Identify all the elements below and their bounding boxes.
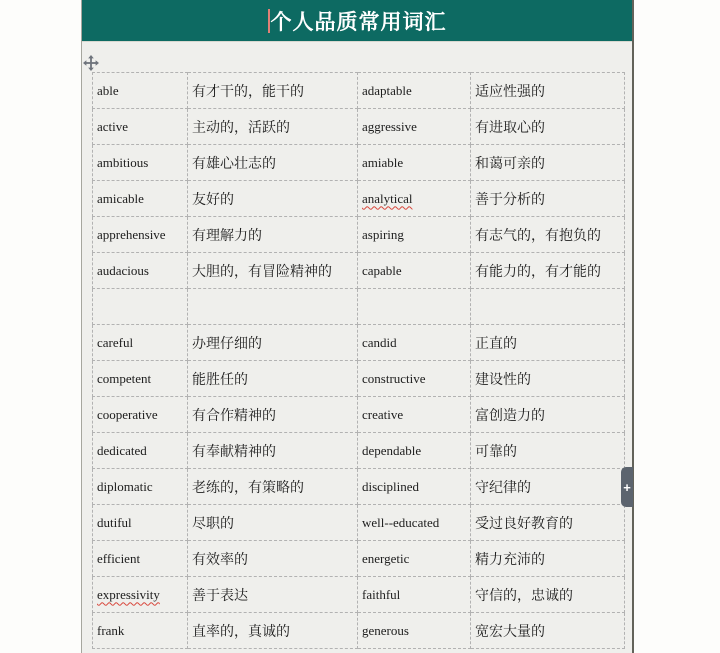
table-row — [93, 217, 625, 253]
table-row — [93, 145, 625, 181]
cell-text: capable — [362, 262, 402, 278]
word-cell-en[interactable] — [93, 289, 188, 325]
document-title-bar[interactable] — [82, 0, 632, 42]
cell-text: generous — [362, 622, 409, 638]
meaning-cell-zh[interactable] — [471, 577, 625, 613]
cell-text: 有合作精神的 — [192, 408, 276, 424]
cell-text: efficient — [97, 550, 141, 566]
table-row — [93, 289, 625, 325]
cell-text: 能胜任的 — [192, 372, 248, 388]
table-row — [93, 433, 625, 469]
word-cell-en[interactable] — [358, 253, 471, 289]
meaning-cell-zh[interactable] — [188, 469, 358, 505]
cell-text: frank — [97, 622, 125, 638]
cell-text: dutiful — [97, 514, 132, 530]
cell-text: 和蔼可亲的 — [475, 156, 545, 172]
cell-text: audacious — [97, 262, 149, 278]
meaning-cell-zh[interactable] — [188, 361, 358, 397]
cell-text: dependable — [362, 442, 422, 458]
cell-text: 守纪律的 — [475, 480, 531, 496]
cell-text: analytical — [362, 190, 413, 206]
meaning-cell-zh[interactable] — [471, 541, 625, 577]
cell-text: ambitious — [97, 154, 149, 170]
word-cell-en[interactable] — [358, 109, 471, 145]
meaning-cell-zh[interactable] — [188, 613, 358, 649]
meaning-cell-zh[interactable] — [471, 361, 625, 397]
word-cell-en[interactable] — [358, 469, 471, 505]
vocabulary-table — [92, 72, 625, 649]
cell-text: 富创造力的 — [475, 408, 545, 424]
meaning-cell-zh[interactable] — [471, 397, 625, 433]
cell-text: dedicated — [97, 442, 147, 458]
cell-text: able — [97, 82, 119, 98]
cell-text: 建设性的 — [475, 372, 531, 388]
cell-text: 有奉献精神的 — [192, 444, 276, 460]
cell-text: 尽职的 — [192, 516, 234, 532]
cell-text: 可靠的 — [475, 444, 517, 460]
cell-text: careful — [97, 334, 134, 350]
meaning-cell-zh[interactable] — [188, 145, 358, 181]
plus-icon: + — [623, 479, 631, 495]
word-cell-en[interactable] — [93, 361, 188, 397]
table-row — [93, 361, 625, 397]
cell-text: 有雄心壮志的 — [192, 156, 276, 172]
table-row — [93, 541, 625, 577]
meaning-cell-zh[interactable] — [188, 397, 358, 433]
table-move-handle-icon[interactable] — [83, 55, 99, 71]
table-row — [93, 73, 625, 109]
add-button[interactable] — [621, 467, 633, 507]
cell-text: 主动的，活跃的 — [192, 120, 290, 136]
cell-text: amiable — [362, 154, 404, 170]
cell-text: competent — [97, 370, 152, 386]
word-cell-en[interactable] — [358, 145, 471, 181]
word-cell-en[interactable] — [93, 217, 188, 253]
table-row — [93, 325, 625, 361]
word-cell-en[interactable] — [358, 541, 471, 577]
cell-text: adaptable — [362, 82, 412, 98]
cell-text: well--educated — [362, 514, 440, 530]
word-cell-en[interactable] — [93, 253, 188, 289]
word-cell-en[interactable] — [93, 541, 188, 577]
word-cell-en[interactable] — [358, 217, 471, 253]
meaning-cell-zh[interactable] — [471, 505, 625, 541]
meaning-cell-zh[interactable] — [188, 325, 358, 361]
cell-text: expressivity — [97, 586, 160, 602]
word-cell-en[interactable] — [93, 109, 188, 145]
meaning-cell-zh[interactable] — [471, 325, 625, 361]
cell-text: 善于表达 — [192, 588, 248, 604]
cell-text: 有志气的，有抱负的 — [475, 228, 601, 244]
cell-text: 有效率的 — [192, 552, 248, 568]
cell-text: 正直的 — [475, 336, 517, 352]
word-cell-en[interactable] — [358, 181, 471, 217]
cell-text: 有进取心的 — [475, 120, 545, 136]
text-cursor — [268, 9, 270, 33]
word-cell-en[interactable] — [358, 613, 471, 649]
table-row — [93, 577, 625, 613]
meaning-cell-zh[interactable] — [471, 613, 625, 649]
cell-text: 老练的，有策略的 — [192, 480, 304, 496]
table-row — [93, 109, 625, 145]
word-cell-en[interactable] — [358, 397, 471, 433]
meaning-cell-zh[interactable] — [471, 469, 625, 505]
word-cell-en[interactable] — [93, 469, 188, 505]
meaning-cell-zh[interactable] — [471, 289, 625, 325]
meaning-cell-zh[interactable] — [471, 109, 625, 145]
word-cell-en[interactable] — [358, 505, 471, 541]
cell-text: energetic — [362, 550, 410, 566]
meaning-cell-zh[interactable] — [471, 73, 625, 109]
cell-text: 守信的，忠诚的 — [475, 588, 573, 604]
cell-text: 有才干的，能干的 — [192, 84, 304, 100]
cell-text: disciplined — [362, 478, 420, 494]
cell-text: apprehensive — [97, 226, 166, 242]
cell-text: 办理仔细的 — [192, 336, 262, 352]
word-cell-en[interactable] — [93, 397, 188, 433]
cell-text: constructive — [362, 370, 426, 386]
word-cell-en[interactable] — [93, 613, 188, 649]
cell-text: 大胆的，有冒险精神的 — [192, 264, 332, 280]
meaning-cell-zh[interactable] — [188, 181, 358, 217]
cell-text: aspiring — [362, 226, 404, 242]
word-cell-en[interactable] — [358, 361, 471, 397]
move-cross-icon — [83, 55, 99, 71]
meaning-cell-zh[interactable] — [188, 289, 358, 325]
cell-text: 有理解力的 — [192, 228, 262, 244]
word-cell-en[interactable] — [93, 145, 188, 181]
meaning-cell-zh[interactable] — [471, 145, 625, 181]
cell-text: amicable — [97, 190, 144, 206]
cell-text: candid — [362, 334, 397, 350]
meaning-cell-zh[interactable] — [188, 505, 358, 541]
meaning-cell-zh[interactable] — [188, 541, 358, 577]
cell-text: 受过良好教育的 — [475, 516, 573, 532]
word-cell-en[interactable] — [358, 289, 471, 325]
word-cell-en[interactable] — [93, 325, 188, 361]
table-row — [93, 253, 625, 289]
word-cell-en[interactable] — [93, 505, 188, 541]
word-cell-en[interactable] — [93, 433, 188, 469]
meaning-cell-zh[interactable] — [188, 433, 358, 469]
page-content — [82, 42, 632, 653]
table-row — [93, 505, 625, 541]
word-cell-en[interactable] — [358, 73, 471, 109]
word-cell-en[interactable] — [93, 73, 188, 109]
word-cell-en[interactable] — [358, 577, 471, 613]
meaning-cell-zh[interactable] — [188, 577, 358, 613]
table-row — [93, 397, 625, 433]
cell-text: aggressive — [362, 118, 417, 134]
cell-text: 宽宏大量的 — [475, 624, 545, 640]
word-cell-en[interactable] — [358, 433, 471, 469]
meaning-cell-zh[interactable] — [188, 253, 358, 289]
cell-text: cooperative — [97, 406, 158, 422]
cell-text: 精力充沛的 — [475, 552, 545, 568]
cell-text: 有能力的，有才能的 — [475, 264, 601, 280]
meaning-cell-zh[interactable] — [188, 73, 358, 109]
cell-text: active — [97, 118, 129, 134]
cell-text: creative — [362, 406, 404, 422]
page-title: 个人品质常用词汇 — [270, 9, 447, 34]
cell-text: diplomatic — [97, 478, 153, 494]
meaning-cell-zh[interactable] — [471, 217, 625, 253]
meaning-cell-zh[interactable] — [471, 433, 625, 469]
word-cell-en[interactable] — [93, 181, 188, 217]
table-row — [93, 613, 625, 649]
cell-text: 适应性强的 — [475, 84, 545, 100]
document-page — [81, 0, 634, 653]
word-cell-en[interactable] — [93, 577, 188, 613]
table-row — [93, 469, 625, 505]
table-row — [93, 181, 625, 217]
meaning-cell-zh[interactable] — [471, 181, 625, 217]
meaning-cell-zh[interactable] — [188, 217, 358, 253]
meaning-cell-zh[interactable] — [471, 253, 625, 289]
cell-text: 善于分析的 — [475, 192, 545, 208]
word-cell-en[interactable] — [358, 325, 471, 361]
cell-text: 直率的，真诚的 — [192, 624, 290, 640]
cell-text: faithful — [362, 586, 401, 602]
cell-text: 友好的 — [192, 192, 234, 208]
meaning-cell-zh[interactable] — [188, 109, 358, 145]
